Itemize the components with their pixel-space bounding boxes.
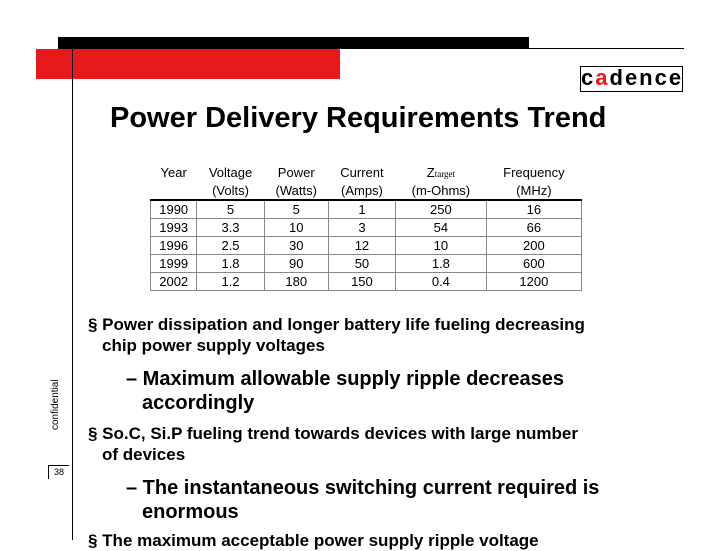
unit-voltage: (Volts) bbox=[212, 182, 249, 198]
unit-frequency: (MHz) bbox=[516, 182, 552, 198]
left-vertical-rule bbox=[72, 49, 73, 540]
unit-z: (m-Ohms) bbox=[411, 182, 471, 198]
table-row: 1999 1.8 90 50 1.8 600 bbox=[151, 255, 582, 273]
cadence-logo: cadence bbox=[581, 65, 684, 90]
top-black-bar bbox=[58, 37, 529, 49]
col-voltage: Voltage bbox=[208, 164, 253, 180]
unit-power: (Watts) bbox=[275, 182, 317, 198]
table-row: 2002 1.2 180 150 0.4 1200 bbox=[151, 273, 582, 291]
col-year: Year bbox=[160, 164, 187, 180]
table-row: 1993 3.3 10 3 54 66 bbox=[151, 219, 582, 237]
top-red-bar bbox=[36, 49, 340, 79]
power-requirements-table bbox=[150, 163, 582, 298]
subbullet-ripple: – Maximum allowable supply ripple decreases accordingly bbox=[126, 368, 564, 414]
subbullet-switching-current: – The instantaneous switching current required is enormous bbox=[126, 477, 600, 523]
slide-title: Power Delivery Requirements Trend bbox=[110, 102, 607, 134]
table-row: 1990 5 5 1 250 16 bbox=[151, 200, 582, 219]
bullet-max-ripple: § The maximum acceptable power supply ripple voltage bbox=[88, 531, 539, 550]
col-frequency: Frequency bbox=[503, 164, 565, 180]
unit-current: (Amps) bbox=[340, 182, 383, 198]
col-z: Ztarget bbox=[426, 164, 456, 180]
confidential-label: confidential bbox=[50, 379, 61, 430]
page-number: 38 bbox=[48, 465, 69, 479]
col-power: Power bbox=[277, 164, 315, 180]
unit-year bbox=[151, 181, 197, 200]
bullet-power-dissipation: § Power dissipation and longer battery life fueling decreasing chip power supply voltages bbox=[88, 315, 585, 355]
col-current: Current bbox=[340, 164, 384, 180]
bullet-soc-sip: § So.C, Si.P fueling trend towards devices with large number of devices bbox=[88, 424, 578, 464]
table-row: 1996 2.5 30 12 10 200 bbox=[151, 237, 582, 255]
top-thin-line bbox=[529, 48, 684, 49]
